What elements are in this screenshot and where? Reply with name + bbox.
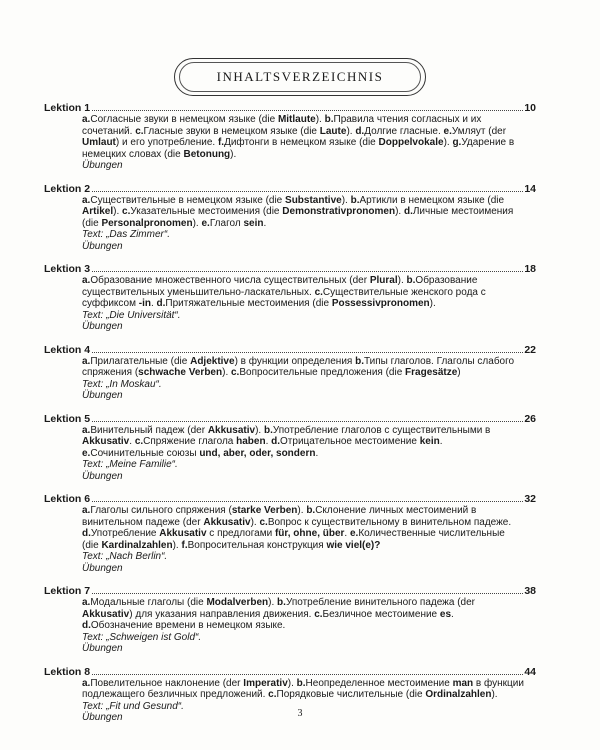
topic-term: Mitlaute [277,114,316,125]
topic-term: Ordinalzahlen [425,689,492,700]
topic-term: a. [82,194,91,206]
topic-term: f. [181,539,188,551]
topic-text: Вопрос к существительному в винительном падеже. [267,516,512,528]
topic-term: Akkusativ [159,528,207,539]
topic-term: Imperativ [243,677,288,689]
title-frame [174,58,426,96]
topic-term: starke Verben [231,505,298,516]
topic-term: Plural [369,275,398,286]
lesson-page-number: 22 [524,343,536,356]
topic-text: ). [192,217,202,229]
page-title: INHALTSVERZEICHNIS [216,69,384,84]
topic-text: Употребление [90,528,160,539]
lesson-page-number: 14 [524,182,536,195]
topic-term: d. [403,206,413,217]
topic-text: ). [395,206,404,217]
topic-text: Образование множественного числа существительных (der [90,275,370,286]
topic-term: Modalverben [206,597,269,608]
topic-term: c. [268,689,277,700]
topic-term: man [452,677,474,689]
topic-text: Артикли в немецком языке (die [359,194,505,206]
lesson-reading-text: Text: „Nach Berlin“. [82,551,168,562]
topic-text: Порядковые числительные (die [276,689,426,700]
lesson-page-number: 44 [524,665,536,678]
topic-text: ). [443,137,453,148]
toc-entry-heading[interactable] [44,666,536,678]
lesson-page-number: 38 [524,585,536,597]
topic-text: . [451,608,454,620]
topic-text: . [344,528,350,539]
dot-leader [92,110,523,111]
topic-term: Possessivpronomen [331,298,430,309]
topic-term: haben [236,436,266,447]
lesson-topics [82,597,536,632]
topic-term: -in [138,298,151,309]
lesson-title: Lektion 5 [44,412,91,425]
topic-text: ). [341,194,351,206]
dot-leader [92,421,523,422]
toc-entry [44,413,536,483]
topic-text: Винительный падеж (der [90,424,208,436]
lesson-page-number: 18 [524,263,536,275]
topic-term: e. [82,447,91,459]
topic-term: Kardinalzahlen [101,539,173,551]
topic-text: Употребление глаголов с существительными в [272,424,491,436]
topic-text: ). [222,367,231,378]
toc-entry [44,344,536,402]
lesson-reading-text: Text: „Schweigen ist Gold“. [82,631,202,643]
topic-text: ). [287,677,297,689]
topic-text: ). [429,298,436,309]
topic-term: c. [135,125,144,137]
topic-text: Умляут (der [451,125,507,137]
topic-term: Akkusativ [82,436,130,447]
lesson-exercises: Übungen [82,390,123,401]
lesson-topics [82,505,536,551]
dot-leader [92,501,523,502]
topic-text: ). [250,516,260,528]
topic-text: Количественные числительные (die [82,528,505,551]
topic-term: Akkusativ [82,608,130,620]
topic-term: b. [263,424,273,436]
topic-text: Спряжение глагола [143,436,237,447]
topic-text: Обозначение времени в немецком языке. [90,620,286,631]
topic-text: ). [113,206,123,217]
lesson-reading-text: Text: „Das Zimmer“. [82,229,170,240]
topic-text: ). [268,597,278,608]
topic-term: a. [82,597,91,608]
toc-entry-heading[interactable] [44,263,536,275]
topic-text: Правила чтения согласных и их сочетаний. [82,114,482,137]
topic-term: wie viel(e)? [326,539,381,551]
topic-text: Личные местоимения (die [82,206,514,229]
topic-text: ). [255,424,264,436]
topic-text: Глаголы сильного спряжения ( [90,505,232,516]
topic-term: kein [419,436,440,447]
lesson-topics [82,275,536,310]
lesson-exercises: Übungen [82,562,123,574]
topic-text: Модальные глаголы (die [90,597,207,608]
topic-term: sein [243,217,264,229]
topic-text: ) и его употребление. [115,137,218,148]
lesson-page-number: 10 [524,102,536,114]
topic-text: Дифтонги в немецком языке (die [224,137,379,148]
topic-term: Betonung [183,148,231,160]
topic-text: Типы глаголов. Глаголы слабого спряжения ( [82,355,515,378]
topic-text: Неопределенное местоимение [305,677,453,689]
topic-text: Прилагательные (die [90,355,191,367]
topic-text: Повелительное наклонение (der [90,677,244,689]
topic-term: d. [271,436,281,447]
toc-entry-heading[interactable] [44,585,536,597]
topic-term: a. [82,275,91,286]
topic-term: c. [122,206,131,217]
topic-term: g. [452,137,462,148]
topic-term: b. [296,677,306,689]
topic-text: Отрицательное местоимение [280,436,420,447]
lesson-exercises: Übungen [82,240,123,252]
topic-text: Склонение личных местоимений в винительном падеже (der [82,505,477,528]
topic-text: Образование существительных уменьшительно-ласкательных. [82,275,478,298]
topic-text: ). [172,539,182,551]
topic-term: d. [82,620,91,631]
topic-term: b. [355,355,364,367]
topic-term: a. [82,505,91,516]
topic-text: ). [397,275,407,286]
lesson-reading-text: Text: „Die Universität“. [82,309,181,321]
lesson-topics [82,114,536,160]
topic-text: с предлогами [206,528,275,539]
topic-term: b. [277,597,286,608]
topic-text: Вопросительная конструкция [187,539,327,551]
topic-text: . [129,436,135,447]
lesson-reading-text: Text: „Fit und Gesund“. [82,700,184,712]
lesson-title: Lektion 6 [44,493,91,505]
topic-term: e. [443,125,452,137]
topic-term: b. [350,194,360,206]
topic-text: ). [230,148,237,160]
topic-term: b. [306,505,316,516]
lesson-page-number: 32 [524,493,536,505]
topic-text: ). [315,114,325,125]
topic-text: . [265,436,272,447]
topic-text: Сочинительные союзы [90,447,200,459]
topic-text: Гласные звуки в немецком языке (die [143,125,320,137]
topic-term: Doppelvokale [378,137,444,148]
topic-text: в функции подлежащего безличных предложений. [82,677,524,700]
lesson-title: Lektion 8 [44,665,91,678]
lesson-page-number: 26 [524,412,536,425]
topic-text: Ударение в немецких словах (die [82,137,515,160]
topic-term: Demonstrativpronomen [282,206,396,217]
topic-term: d. [156,298,166,309]
lesson-topics [82,195,536,230]
topic-term: a. [82,424,91,436]
topic-term: d. [355,125,365,137]
topic-term: a. [82,677,91,689]
toc-entry [44,102,536,172]
lesson-topics [82,356,536,379]
topic-term: a. [82,114,91,125]
topic-text: . [263,217,267,229]
topic-term: b. [324,114,334,125]
topic-text: Существительные женского рода с суффиксом [82,286,486,309]
dot-leader [92,593,523,594]
topic-term: a. [82,355,91,367]
toc-entry [44,585,536,655]
lesson-exercises: Übungen [82,160,123,171]
topic-text: ). [346,125,356,137]
topic-text: . [150,298,157,309]
topic-term: c. [134,436,144,447]
topic-text: Безличное местоимение [322,608,440,620]
toc-entry-heading[interactable] [44,183,536,195]
topic-text: Вопросительные предложения (die [239,367,406,378]
lesson-exercises: Übungen [82,712,123,723]
topic-term: für, ohne, über [274,528,345,539]
topic-term: b. [406,275,416,286]
topic-text: Согласные звуки в немецком языке (die [90,114,278,125]
topic-text: ) в функции определения [234,355,356,367]
toc-entry-heading[interactable] [44,493,536,505]
topic-term: d. [82,528,91,539]
topic-text: Долгие гласные. [364,125,444,137]
dot-leader [92,352,523,353]
topic-term: Laute [319,125,347,137]
topic-term: schwache Verben [138,367,223,378]
topic-text: ). [297,505,307,516]
topic-text: ) [457,367,461,378]
topic-term: Artikel [82,206,114,217]
lesson-title: Lektion 2 [44,182,91,195]
toc-entry-heading[interactable] [44,344,536,356]
lesson-reading-text: Text: „Meine Familie“. [82,459,178,470]
lesson-topics [82,678,536,701]
topic-term: c. [314,286,323,298]
topic-text: Указательные местоимения (die [130,206,283,217]
topic-term: c. [259,516,268,528]
topic-text: . [439,436,443,447]
topic-term: c. [231,367,240,378]
lesson-exercises: Übungen [82,643,123,654]
topic-text: . [315,447,319,459]
topic-term: e. [201,217,210,229]
topic-term: und, aber, oder, sondern [199,447,316,459]
topic-text: ) для указания направления движения. [129,608,315,620]
toc-entry-heading[interactable] [44,413,536,425]
topic-term: c. [314,608,323,620]
topic-text: Глагол [209,217,244,229]
lesson-exercises: Übungen [82,321,123,332]
toc-entry [44,183,536,253]
dot-leader [92,191,523,192]
topic-term: Adjektive [190,355,235,367]
toc-entry-heading[interactable] [44,102,536,114]
topic-text: Существительные в немецком языке (die [90,194,286,206]
topic-term: Akkusativ [203,516,251,528]
topic-term: Akkusativ [207,424,256,436]
lesson-title: Lektion 4 [44,343,91,356]
lesson-title: Lektion 7 [44,585,91,597]
table-of-contents [44,102,536,735]
topic-term: Personalpronomen [101,217,193,229]
lesson-topics [82,425,536,460]
topic-term: Substantive [285,194,342,206]
topic-term: Fragesätze [405,367,458,378]
topic-term: e. [349,528,359,539]
lesson-exercises: Übungen [82,470,123,482]
page-number: 3 [297,708,303,719]
toc-entry [44,493,536,574]
topic-text: ). [491,689,498,700]
topic-term: es [439,608,452,620]
topic-term: Umlaut [82,137,116,148]
dot-leader [92,674,523,675]
topic-text: Употребление винительного падежа (der [285,597,475,608]
toc-entry [44,263,536,333]
lesson-reading-text: Text: „In Moskau“. [82,378,162,390]
lesson-title: Lektion 3 [44,263,91,275]
topic-text: Притяжательные местоимения (die [165,298,332,309]
topic-term: f. [217,137,225,148]
dot-leader [92,271,523,272]
lesson-title: Lektion 1 [44,102,91,114]
